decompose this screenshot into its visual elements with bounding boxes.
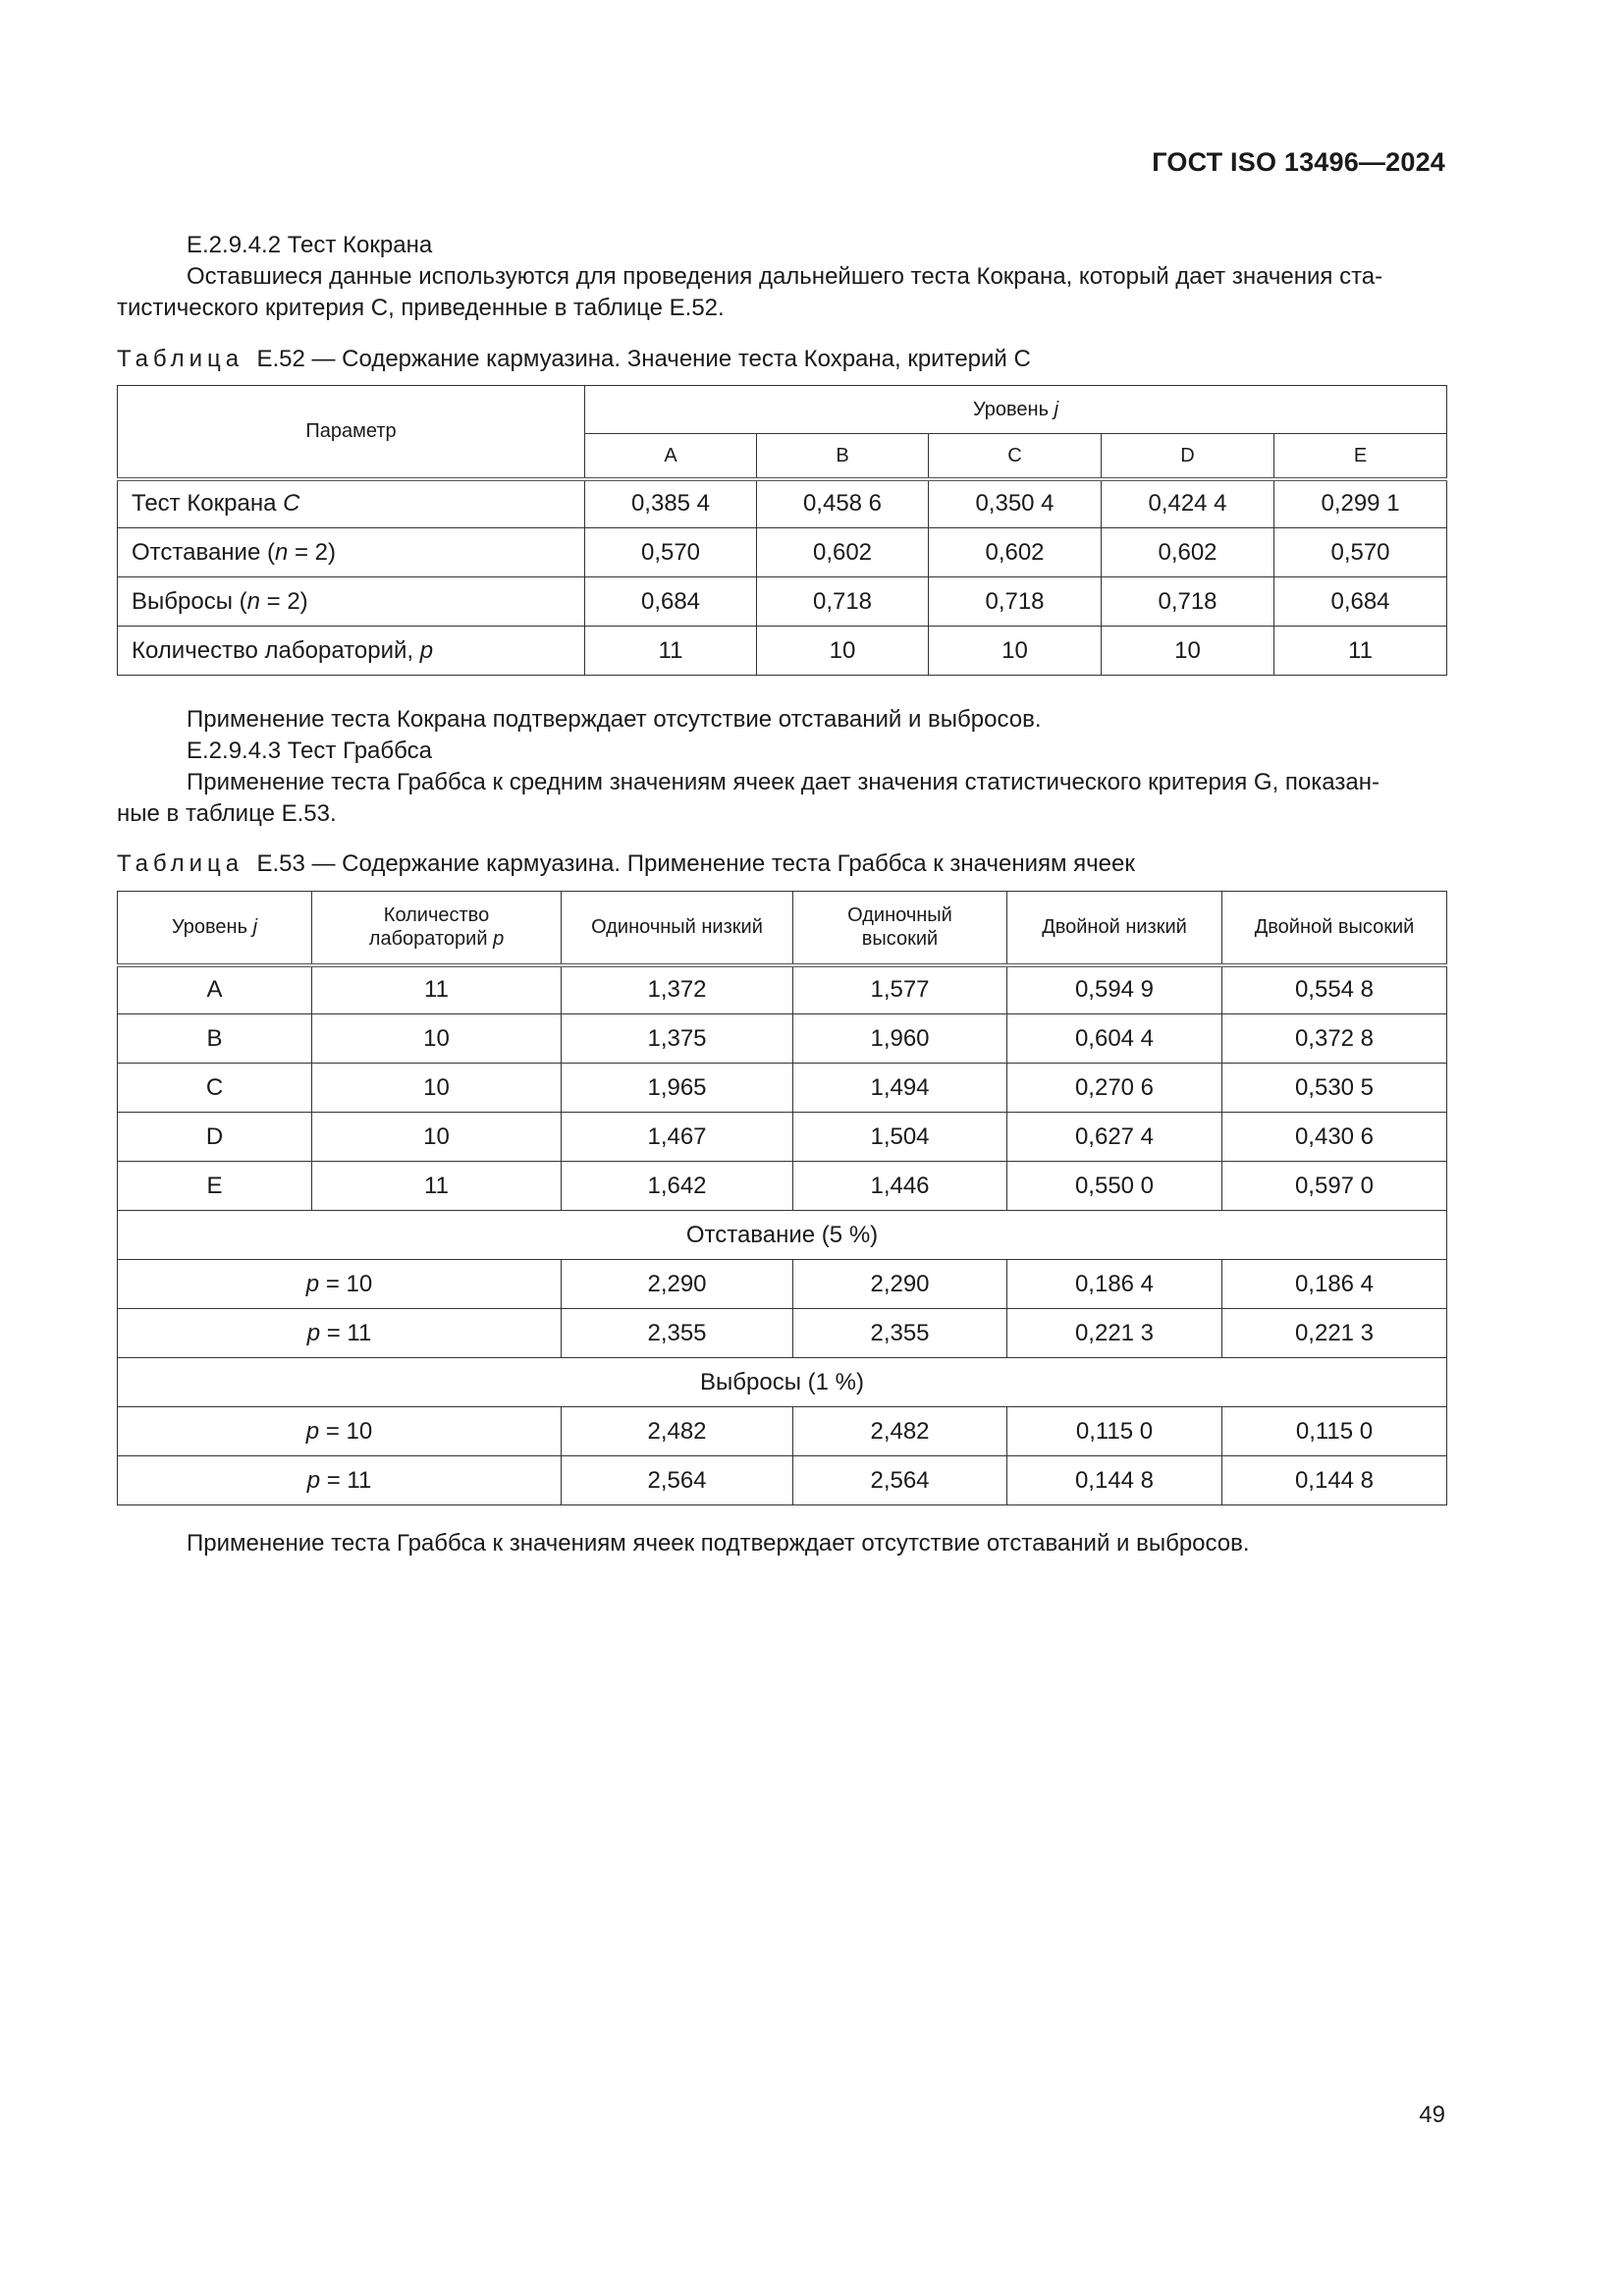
table-cell: 2,290 [793, 1260, 1007, 1309]
table-caption [117, 848, 1135, 880]
table-row [118, 1162, 1447, 1211]
row-label: Отставание (n = 2) [118, 528, 585, 577]
table-cell: 0,115 0 [1007, 1407, 1222, 1456]
table-cell: 1,372 [562, 965, 793, 1014]
section-title-straggler: Отставание (5 %) [118, 1211, 1447, 1260]
table-cell: 0,372 8 [1222, 1014, 1447, 1064]
table-cell: 0,684 [585, 577, 757, 627]
table-cell: 0,597 0 [1222, 1162, 1447, 1211]
table-cell: 1,446 [793, 1162, 1007, 1211]
table-caption-prefix: Таблица [117, 850, 244, 877]
table-cell: 0,602 [929, 528, 1102, 577]
table-cell: 1,577 [793, 965, 1007, 1014]
table-cell: E [118, 1162, 312, 1211]
table-cell: 0,221 3 [1007, 1309, 1222, 1358]
table-cell: 10 [757, 627, 929, 676]
table-cell: 0,530 5 [1222, 1064, 1447, 1113]
table-row [118, 577, 1447, 627]
table-cell: 0,458 6 [757, 479, 929, 528]
row-label: p = 11 [118, 1456, 562, 1505]
table-cell: 0,144 8 [1007, 1456, 1222, 1505]
table-cell: 11 [1274, 627, 1447, 676]
table-row [118, 1064, 1447, 1113]
table-cell: 0,186 4 [1007, 1260, 1222, 1309]
table-cell: B [118, 1014, 312, 1064]
table-cell: 0,604 4 [1007, 1014, 1222, 1064]
column-header-group: Уровень j [585, 386, 1447, 434]
table-cell: 0,299 1 [1274, 479, 1447, 528]
row-label: p = 10 [118, 1407, 562, 1456]
table-row [118, 1260, 1447, 1309]
table-cell: 0,550 0 [1007, 1162, 1222, 1211]
section-cochran [117, 230, 1445, 324]
table-caption-prefix: Таблица [117, 346, 244, 372]
row-label: p = 11 [118, 1309, 562, 1358]
table-cell: 0,115 0 [1222, 1407, 1447, 1456]
table-cell: 1,494 [793, 1064, 1007, 1113]
table-cell: 2,290 [562, 1260, 793, 1309]
table-row [118, 1456, 1447, 1505]
column-header: Уровень j [118, 892, 312, 965]
table-cell: 1,642 [562, 1162, 793, 1211]
table-cell: 0,718 [757, 577, 929, 627]
table-row [118, 528, 1447, 577]
paragraph-line: Применение теста Кокрана подтверждает отсутствие отставаний и выбросов. [187, 706, 1042, 733]
table-cell: 2,564 [562, 1456, 793, 1505]
table-cell: 0,385 4 [585, 479, 757, 528]
table-cell: 0,594 9 [1007, 965, 1222, 1014]
table-cell: 0,350 4 [929, 479, 1102, 528]
table-caption [117, 344, 1031, 375]
table-cell: 0,186 4 [1222, 1260, 1447, 1309]
paragraph-line: тистического критерия C, приведенные в таблице E.52. [117, 295, 725, 321]
table-caption-text: E.53 — Содержание кармуазина. Применение теста Граббса к значениям ячеек [256, 850, 1135, 877]
column-header: D [1102, 434, 1274, 479]
column-header: Количество лабораторий p [312, 892, 562, 965]
paragraph-line: Применение теста Граббса к средним значениям ячеек дает значения статистического критерия G, показан- [187, 769, 1380, 795]
table-cell: 11 [312, 965, 562, 1014]
column-header: Двойной низкий [1007, 892, 1222, 965]
table-row [118, 479, 1447, 528]
column-header: E [1274, 434, 1447, 479]
section-heading: E.2.9.4.2 Тест Кокрана [187, 232, 433, 258]
table-cell: 0,602 [1102, 528, 1274, 577]
paragraph-line: ные в таблице E.53. [117, 800, 337, 827]
table-cell: 10 [312, 1014, 562, 1064]
table-cell: 0,627 4 [1007, 1113, 1222, 1162]
table-caption-text: E.52 — Содержание кармуазина. Значение теста Кохрана, критерий C [256, 346, 1031, 372]
table-cell: D [118, 1113, 312, 1162]
table-cell: 10 [312, 1064, 562, 1113]
table-cell: 0,718 [1102, 577, 1274, 627]
table-cell: 0,602 [757, 528, 929, 577]
column-header: A [585, 434, 757, 479]
table-cell: 0,684 [1274, 577, 1447, 627]
table-row [118, 1113, 1447, 1162]
table-cell: 0,430 6 [1222, 1113, 1447, 1162]
table-cell: 0,554 8 [1222, 965, 1447, 1014]
table-row [118, 1407, 1447, 1456]
table-cell: 2,355 [793, 1309, 1007, 1358]
table-cell: 0,570 [585, 528, 757, 577]
row-label: Выбросы (n = 2) [118, 577, 585, 627]
table-cell: C [118, 1064, 312, 1113]
page-number: 49 [1419, 2102, 1445, 2128]
table-cell: A [118, 965, 312, 1014]
table-row [118, 1309, 1447, 1358]
table-cell: 10 [929, 627, 1102, 676]
table-e53 [117, 891, 1447, 1505]
table-cell: 2,482 [793, 1407, 1007, 1456]
section-title-outlier: Выбросы (1 %) [118, 1358, 1447, 1407]
table-section-row [118, 1211, 1447, 1260]
table-row [118, 965, 1447, 1014]
column-header: Параметр [118, 386, 585, 479]
table-cell: 0,424 4 [1102, 479, 1274, 528]
table-cell: 11 [585, 627, 757, 676]
table-cell: 2,482 [562, 1407, 793, 1456]
section-conclusion [117, 1528, 1445, 1559]
column-header: C [929, 434, 1102, 479]
table-section-row [118, 1358, 1447, 1407]
row-label: p = 10 [118, 1260, 562, 1309]
table-cell: 0,570 [1274, 528, 1447, 577]
paragraph-line: Оставшиеся данные используются для проведения дальнейшего теста Кокрана, который дает значения ста- [187, 263, 1383, 290]
table-cell: 1,960 [793, 1014, 1007, 1064]
table-row [118, 627, 1447, 676]
table-cell: 0,221 3 [1222, 1309, 1447, 1358]
table-cell: 1,375 [562, 1014, 793, 1064]
paragraph-line: Применение теста Граббса к значениям ячеек подтверждает отсутствие отставаний и выбросов. [187, 1530, 1250, 1557]
document-id-header: ГОСТ ISO 13496—2024 [1152, 147, 1445, 177]
column-header: Одиночный низкий [562, 892, 793, 965]
table-cell: 1,467 [562, 1113, 793, 1162]
table-cell: 10 [1102, 627, 1274, 676]
section-grubbs [117, 704, 1445, 830]
table-cell: 1,504 [793, 1113, 1007, 1162]
column-header: B [757, 434, 929, 479]
table-cell: 2,564 [793, 1456, 1007, 1505]
table-cell: 0,270 6 [1007, 1064, 1222, 1113]
table-cell: 10 [312, 1113, 562, 1162]
table-e52 [117, 385, 1447, 676]
table-cell: 2,355 [562, 1309, 793, 1358]
row-label: Количество лабораторий, p [118, 627, 585, 676]
table-row [118, 1014, 1447, 1064]
table-cell: 0,144 8 [1222, 1456, 1447, 1505]
column-header: Двойной высокий [1222, 892, 1447, 965]
row-label: Тест Кокрана C [118, 479, 585, 528]
section-heading: E.2.9.4.3 Тест Граббса [187, 738, 432, 764]
column-header: Одиночный высокий [793, 892, 1007, 965]
table-cell: 1,965 [562, 1064, 793, 1113]
table-cell: 0,718 [929, 577, 1102, 627]
table-cell: 11 [312, 1162, 562, 1211]
